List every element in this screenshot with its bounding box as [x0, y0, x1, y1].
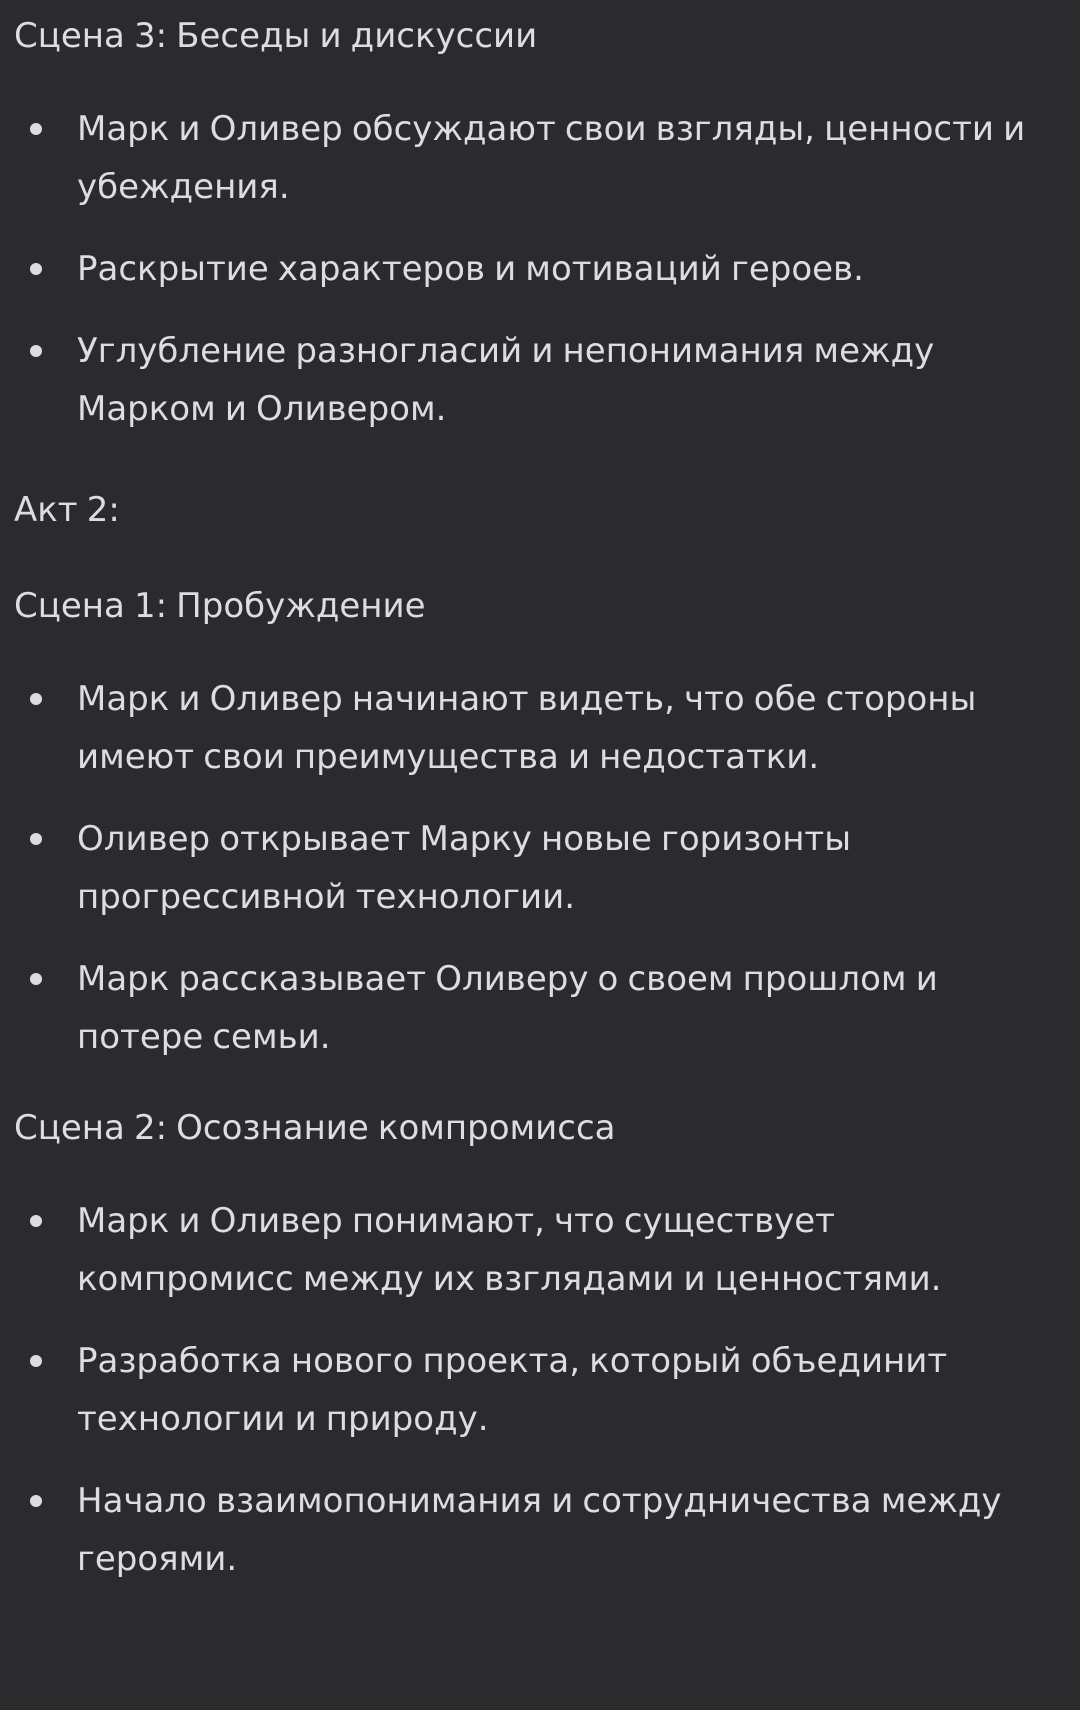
list-item-text: Раскрытие характеров и мотиваций героев. [77, 249, 864, 289]
list-item-text: Разработка нового проекта, который объединит технологии и природу. [77, 1341, 948, 1439]
list-item [14, 240, 1066, 298]
list-item [14, 1332, 1066, 1448]
bullet-icon [30, 833, 42, 845]
bullet-icon [30, 973, 42, 985]
bullet-icon [30, 1355, 42, 1367]
bullet-icon [30, 345, 42, 357]
list-item [14, 950, 1066, 1066]
list-item-text: Углубление разногласий и непонимания между Марком и Оливером. [77, 331, 935, 429]
list-item-text: Начало взаимопонимания и сотрудничества между героями. [77, 1481, 1002, 1579]
list-item-text: Марк и Оливер начинают видеть, что обе стороны имеют свои преимущества и недостатки. [77, 679, 977, 777]
list-item [14, 810, 1066, 926]
list-item [14, 100, 1066, 216]
bullet-icon [30, 1215, 42, 1227]
list-item [14, 670, 1066, 786]
bullet-icon [30, 263, 42, 275]
bullet-list [14, 670, 1066, 1066]
scene-heading: Сцена 2: Осознание компромисса [14, 1108, 616, 1148]
bullet-list [14, 1192, 1066, 1588]
list-item-text: Марк и Оливер понимают, что существует компромисс между их взглядами и ценностями. [77, 1201, 942, 1299]
list-item [14, 1192, 1066, 1308]
list-item [14, 322, 1066, 438]
bullet-icon [30, 123, 42, 135]
bullet-list [14, 100, 1066, 438]
scene-heading: Сцена 3: Беседы и дискуссии [14, 16, 538, 56]
scene-heading: Сцена 1: Пробуждение [14, 586, 426, 626]
list-item-text: Оливер открывает Марку новые горизонты прогрессивной технологии. [77, 819, 852, 917]
list-item-text: Марк рассказывает Оливеру о своем прошлом и потере семьи. [77, 959, 938, 1057]
bullet-icon [30, 1495, 42, 1507]
bullet-icon [30, 693, 42, 705]
list-item [14, 1472, 1066, 1588]
act-heading: Акт 2: [14, 490, 120, 530]
list-item-text: Марк и Оливер обсуждают свои взгляды, ценности и убеждения. [77, 109, 1026, 207]
